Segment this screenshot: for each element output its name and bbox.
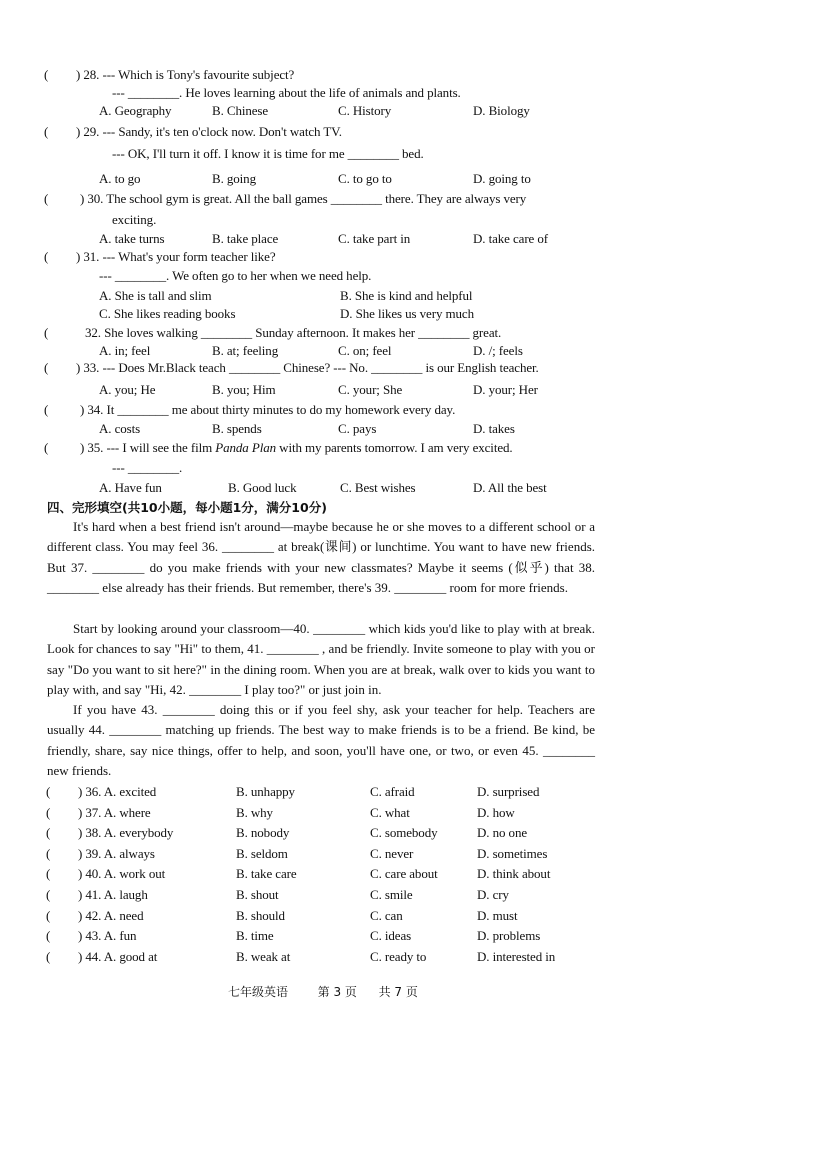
option-a: ) 39. A. always [78, 846, 155, 861]
option-d: D. going to [473, 171, 531, 186]
option-d: D. sometimes [477, 846, 548, 861]
footer-total-pages: 共 7 页 [378, 985, 418, 999]
option-c: C. care about [370, 866, 438, 881]
answer-paren: ( [46, 825, 51, 840]
option-b: B. spends [212, 421, 262, 436]
option-c: C. on; feel [338, 343, 392, 358]
option-a: A. Geography [99, 103, 172, 118]
answer-paren: ( [44, 360, 49, 375]
option-d: D. takes [473, 421, 515, 436]
option-b: B. time [236, 928, 274, 943]
option-d: D. cry [477, 887, 509, 902]
option-a: A. take turns [99, 231, 165, 246]
passage-paragraph-2: Start by looking around your classroom—40. ________ which kids you'd like to play with at break. Look for chances to say "Hi" to them, 41. ________ , and be friendly. Invite someone to play with you or say "Do you want to sit here?" in the dining room. When you are at break, walk over to kids you want to play with, and say "Hi, 42. ________ I play too?" or just join in. [47, 621, 595, 698]
option-d: D. take care of [473, 231, 549, 246]
option-c: C. pays [338, 421, 377, 436]
option-c: C. take part in [338, 231, 411, 246]
question-reply: --- ________. [112, 460, 183, 475]
option-c: C. History [338, 103, 392, 118]
option-a: A. She is tall and slim [99, 288, 212, 303]
answer-paren: ( [46, 866, 51, 881]
option-d: D. no one [477, 825, 528, 840]
option-a: ) 43. A. fun [78, 928, 137, 943]
answer-paren: ( [44, 402, 49, 417]
option-b: B. you; Him [212, 382, 276, 397]
question-stem: ) 35. --- I will see the film Panda Plan with my parents tomorrow. I am very excited. [80, 440, 513, 455]
answer-paren: ( [44, 325, 49, 340]
question-stem: ) 28. --- Which is Tony's favourite subject? [76, 67, 295, 82]
answer-paren: ( [46, 805, 51, 820]
option-b: B. should [236, 908, 285, 923]
answer-paren: ( [44, 124, 49, 139]
answer-paren: ( [46, 887, 51, 902]
option-b: B. weak at [236, 949, 291, 964]
answer-paren: ( [46, 949, 51, 964]
question-stem: ) 31. --- What's your form teacher like? [76, 249, 276, 264]
option-a: ) 38. A. everybody [78, 825, 174, 840]
footer-subject: 七年级英语 [228, 985, 289, 999]
option-c: C. can [370, 908, 403, 923]
option-b: B. take care [236, 866, 297, 881]
option-d: D. problems [477, 928, 541, 943]
option-b: B. She is kind and helpful [340, 288, 473, 303]
option-b: B. why [236, 805, 273, 820]
option-b: B. shout [236, 887, 279, 902]
option-b: B. unhappy [236, 784, 295, 799]
option-d: D. Biology [473, 103, 530, 118]
section-heading: 四、完形填空(共10小题，每小题1分，满分10分) [47, 500, 327, 515]
option-d: D. She likes us very much [340, 306, 474, 321]
option-a: A. you; He [99, 382, 156, 397]
option-d: D. must [477, 908, 518, 923]
option-a: ) 44. A. good at [78, 949, 158, 964]
answer-paren: ( [46, 908, 51, 923]
passage-paragraph-1: It's hard when a best friend isn't around—maybe because he or she moves to a different school or a different class. You may feel 36. ________ at break(课间) or lunchtime. You want to have new friends. But 37. ________ do you make friends with your new classmates? Maybe it seems (似乎) that 38. ________ else already has their friends. But remember, there's 39. ________ room for more friends. [47, 519, 595, 596]
option-b: B. seldom [236, 846, 288, 861]
option-c: C. ready to [370, 949, 427, 964]
option-b: B. Good luck [228, 480, 297, 495]
question-stem-continued: exciting. [112, 212, 157, 227]
option-a: A. to go [99, 171, 141, 186]
question-stem: ) 29. --- Sandy, it's ten o'clock now. Don't watch TV. [76, 124, 342, 139]
film-title: Panda Plan [215, 440, 277, 455]
answer-paren: ( [44, 191, 49, 206]
answer-paren: ( [46, 928, 51, 943]
option-c: C. afraid [370, 784, 415, 799]
option-a: A. in; feel [99, 343, 151, 358]
option-a: ) 40. A. work out [78, 866, 166, 881]
option-d: D. All the best [473, 480, 547, 495]
option-a: A. costs [99, 421, 141, 436]
page-footer [228, 983, 418, 1000]
option-d: D. /; feels [473, 343, 523, 358]
passage-paragraph-3: If you have 43. ________ doing this or if you feel shy, ask your teacher for help. Teachers are usually 44. ________ matching up friends. The best way to make friends is to be a friend. Be kind, be friendly, share, say nice things, offer to help, and soon, you'll have one, or two, or even 45. ________ new friends. [47, 702, 595, 779]
option-c: C. what [370, 805, 410, 820]
option-d: D. how [477, 805, 515, 820]
option-a: ) 36. A. excited [78, 784, 157, 799]
answer-paren: ( [46, 846, 51, 861]
option-b: B. nobody [236, 825, 290, 840]
question-stem: ) 30. The school gym is great. All the ball games ________ there. They are always very [80, 191, 527, 206]
footer-page-number: 第 3 页 [317, 985, 357, 999]
question-stem: ) 33. --- Does Mr.Black teach ________ Chinese? --- No. ________ is our English teacher. [76, 360, 539, 375]
question-reply: --- ________. We often go to her when we need help. [99, 268, 372, 283]
option-c: C. smile [370, 887, 413, 902]
option-b: B. Chinese [212, 103, 269, 118]
option-c: C. She likes reading books [99, 306, 236, 321]
question-reply: --- ________. He loves learning about the life of animals and plants. [112, 85, 461, 100]
answer-paren: ( [44, 249, 49, 264]
option-c: C. ideas [370, 928, 412, 943]
option-d: D. think about [477, 866, 551, 881]
answer-paren: ( [44, 67, 49, 82]
option-a: ) 41. A. laugh [78, 887, 148, 902]
answer-paren: ( [46, 784, 51, 799]
option-b: B. take place [212, 231, 279, 246]
option-c: C. Best wishes [340, 480, 416, 495]
question-stem: ) 34. It ________ me about thirty minutes to do my homework every day. [80, 402, 456, 417]
option-d: D. surprised [477, 784, 540, 799]
option-a: A. Have fun [99, 480, 162, 495]
option-b: B. going [212, 171, 256, 186]
option-c: C. your; She [338, 382, 403, 397]
option-a: ) 42. A. need [78, 908, 144, 923]
option-a: ) 37. A. where [78, 805, 151, 820]
question-reply: --- OK, I'll turn it off. I know it is time for me ________ bed. [112, 146, 424, 161]
answer-paren: ( [44, 440, 49, 455]
option-c: C. somebody [370, 825, 438, 840]
question-stem: 32. She loves walking ________ Sunday afternoon. It makes her ________ great. [85, 325, 502, 340]
option-c: C. to go to [338, 171, 392, 186]
option-d: D. your; Her [473, 382, 538, 397]
option-d: D. interested in [477, 949, 556, 964]
option-c: C. never [370, 846, 414, 861]
option-b: B. at; feeling [212, 343, 279, 358]
